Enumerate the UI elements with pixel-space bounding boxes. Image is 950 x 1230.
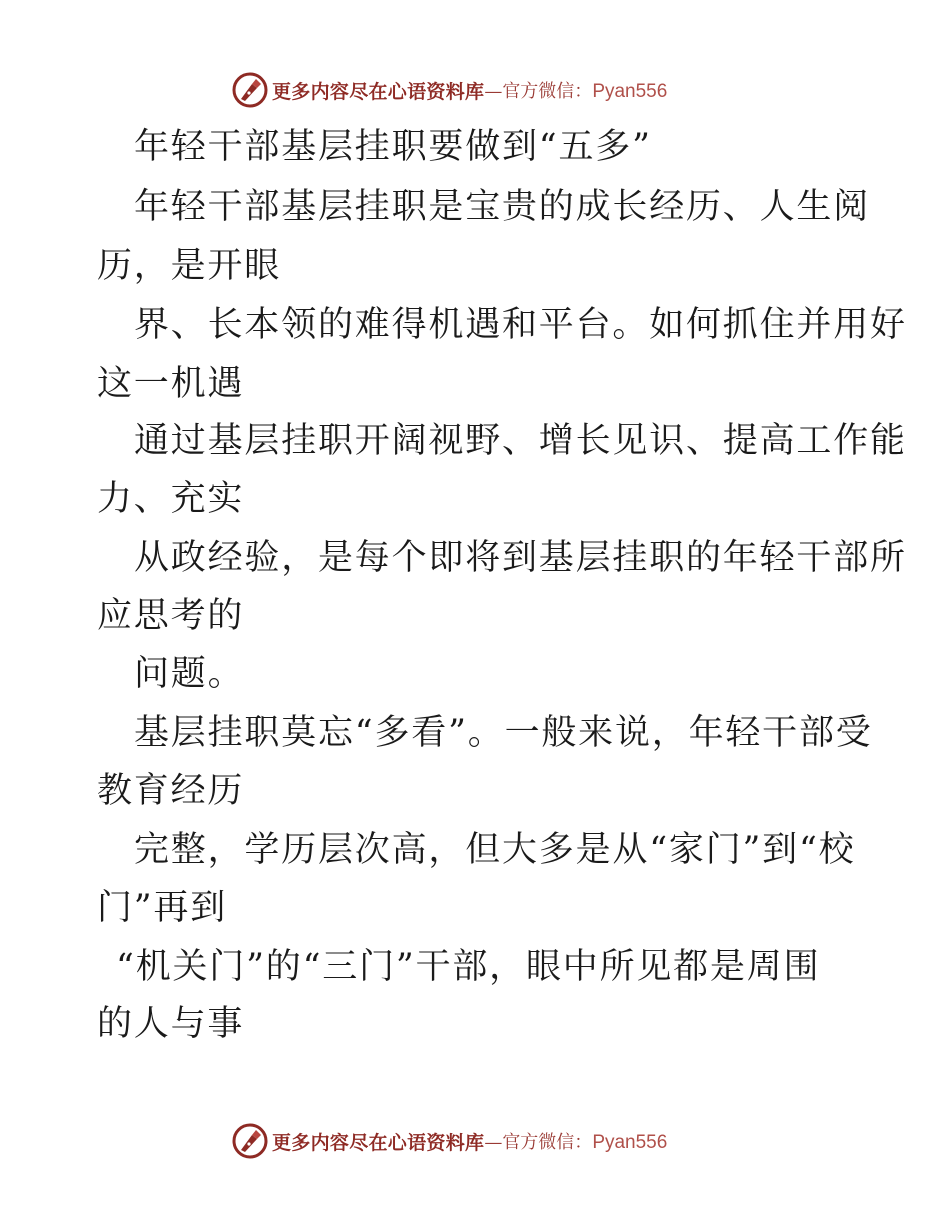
paragraph-line: 应思考的 (97, 596, 245, 636)
paragraph-line: 门”再到 (97, 888, 228, 928)
paragraph-line: 通过基层挂职开阔视野、增长见识、提高工作能 (134, 421, 907, 461)
paragraph-line: 年轻干部基层挂职是宝贵的成长经历、人生阅 (134, 187, 871, 227)
paragraph-line: 基层挂职莫忘“多看”。一般来说，年轻干部受 (134, 713, 873, 753)
paragraph-line: “机关门”的“三门”干部，眼中所见都是周围 (116, 947, 821, 987)
watermark-wechat-id: Pyan556 (592, 1132, 668, 1153)
paragraph-line: 完整，学历层次高，但大多是从“家门”到“校 (134, 830, 856, 870)
paragraph-line: 历，是开眼 (97, 246, 282, 286)
watermark-label: —官方微信： (484, 81, 593, 102)
watermark-wechat-id: Pyan556 (592, 81, 668, 102)
watermark-sub-text (484, 1128, 667, 1154)
footer-watermark (232, 1121, 712, 1161)
paragraph-line: 教育经历 (97, 771, 245, 811)
paragraph-line: 这一机遇 (97, 364, 245, 404)
watermark-main-text: 更多内容尽在心语资料库 (272, 1131, 485, 1154)
pen-nib-logo-icon (232, 1123, 268, 1159)
watermark-main-text: 更多内容尽在心语资料库 (272, 80, 485, 103)
paragraph-line: 从政经验，是每个即将到基层挂职的年轻干部所 (134, 538, 907, 578)
document-title: 年轻干部基层挂职要做到“五多” (134, 127, 652, 167)
paragraph-line: 问题。 (134, 654, 245, 694)
paragraph-line: 的人与事 (97, 1004, 245, 1044)
watermark-label: —官方微信： (484, 1132, 593, 1153)
paragraph-line: 力、充实 (97, 479, 245, 519)
paragraph-line: 界、长本领的难得机遇和平台。如何抓住并用好 (134, 305, 907, 345)
